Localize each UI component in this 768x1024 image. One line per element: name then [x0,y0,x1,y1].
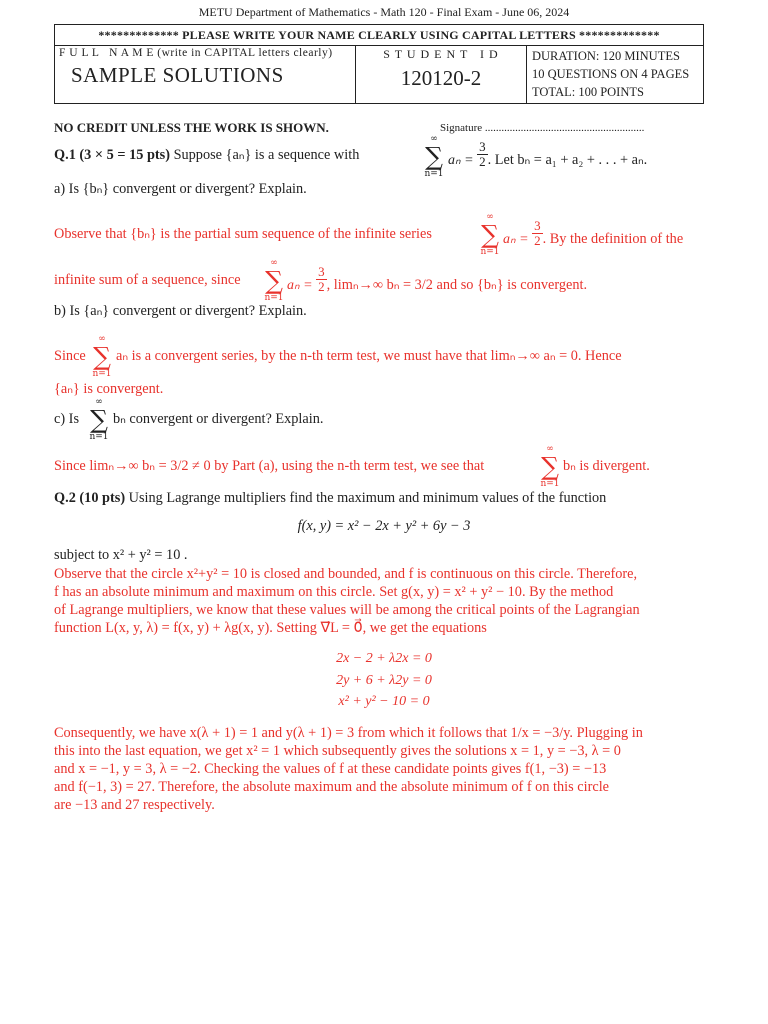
q2-points: (10 pts) [79,490,126,506]
answer-line: Observe that the circle x²+y² = 10 is closed and bounded, and f is continuous on this circle. Therefore, [54,566,638,582]
q1b-question: b) Is {aₙ} convergent or divergent? Explain. [54,303,307,319]
id-value: 120120-2 [400,66,482,90]
q1-statement [54,146,359,164]
name-value: SAMPLE SOLUTIONS [71,63,284,87]
q1-sum-symbol [422,134,446,179]
conclusion-line: Consequently, we have x(λ + 1) = 1 and y(λ + 1) = 3 from which it follows that 1/x = −3/y. Plugging in [54,725,643,741]
q1-statement-text: Suppose {aₙ} is a sequence with [173,147,360,163]
q2-conclusion-paragraph [54,724,643,814]
fraction-numerator: 3 [479,139,486,154]
q1a-answer-line1-tail [503,218,684,254]
fraction-numerator: 3 [318,264,325,279]
fraction [316,265,327,294]
conclusion-line: and f(−1, 3) = 27. Therefore, the absolute maximum and the absolute minimum of f on this circle [54,779,610,795]
q1a-answer-line2-tail [287,264,588,300]
info-box [54,24,704,104]
q1b-sum-symbol [90,334,114,379]
sum-upper-limit: ∞ [546,444,554,454]
sum-lower-limit: n=1 [264,293,284,303]
answer-line: f has an absolute minimum and maximum on this circle. Set g(x, y) = x² + y² − 10. By the method [54,584,614,600]
q1c-answer-tail: bₙ is divergent. [563,458,650,474]
sum-lower-limit: n=1 [92,369,112,379]
sigma-icon: ∑ [93,342,111,371]
q2-constraint: subject to x² + y² = 10 . [54,547,188,563]
signature-line: Signature .......................................................... [440,122,645,134]
name-cell [55,45,356,103]
sigma-icon: ∑ [265,266,283,295]
equation: x² + y² − 10 = 0 [338,694,430,709]
conclusion-line: are −13 and 27 respectively. [54,797,215,813]
q2-function: f(x, y) = x² − 2x + y² + 6y − 3 [297,518,471,534]
sigma-icon: ∑ [481,220,499,249]
sum-upper-limit: ∞ [486,212,494,222]
q1b-answer-start: Since [54,348,86,364]
sum-upper-limit: ∞ [95,397,103,407]
conclusion-line: this into the last equation, we get x² = 1 which subsequently gives the solutions x = 1, y = −3, λ = 0 [54,743,621,759]
equation: 2y + 6 + λ2y = 0 [336,672,432,688]
sum-upper-limit: ∞ [430,134,438,144]
q1a-answer-line2: infinite sum of a sequence, since [54,272,241,288]
q2-statement [54,489,606,507]
q2-answer-paragraph [54,565,640,637]
fraction-denominator: 2 [318,279,325,294]
q1-statement-tail [448,139,648,175]
sum-lower-limit: n=1 [480,247,500,257]
fraction-numerator: 3 [534,218,541,233]
answer-line: function L(x, y, λ) = f(x, y) + λg(x, y). Setting ∇⃗L = 0⃗, we get the equations [54,620,487,636]
q1-statement-end: . Let bₙ = a₁ + a₂ + . . . + aₙ. [487,151,648,168]
fraction-denominator: 2 [479,154,486,169]
q1-title: Q.1 [54,147,76,163]
sum-lower-limit: n=1 [424,169,444,179]
series-term: aₙ = [448,152,474,168]
equation: 2x − 2 + λ2x = 0 [336,651,432,666]
q1c-question-start: c) Is [54,411,80,427]
answer-text: . By the definition of the [542,230,684,247]
q2-title: Q.2 [54,490,76,506]
answer-text: , limₙ→∞ bₙ = 3/2 and so {bₙ} is convergent. [326,276,588,293]
sum-upper-limit: ∞ [270,258,278,268]
sum-lower-limit: n=1 [540,479,560,489]
exam-info-cell [527,45,703,103]
q2-equation-system [0,648,768,713]
no-credit-notice: NO CREDIT UNLESS THE WORK IS SHOWN. [54,120,329,135]
answer-line: of Lagrange multipliers, we know that these values will be among the critical points of the Lagrangian [54,602,640,618]
q1a-sum-symbol [478,212,502,257]
q1a-answer-line1: Observe that {bₙ} is the partial sum sequence of the infinite series [54,226,432,242]
series-term: aₙ = [287,277,313,293]
q1c-question: bₙ convergent or divergent? Explain. [113,411,324,427]
questions-count-text: 10 QUESTIONS ON 4 PAGES [532,67,690,81]
id-label: S T U D E N T I D [383,47,499,61]
q2-statement-text: Using Lagrange multipliers find the maximum and minimum values of the function [128,490,607,506]
duration-text: DURATION: 120 MINUTES [532,49,680,63]
fraction [477,140,488,169]
q1-points: (3 × 5 = 15 pts) [79,147,170,163]
sigma-icon: ∑ [425,142,443,171]
fraction-denominator: 2 [534,233,541,248]
conclusion-line: and x = −1, y = 3, λ = −2. Checking the values of f at these candidate points gives f(1, −3) = −13 [54,761,607,777]
q1b-answer-line2: {aₙ} is convergent. [54,381,164,397]
id-cell [356,45,527,103]
q1c-answer: Since limₙ→∞ bₙ = 3/2 ≠ 0 by Part (a), using the n-th term test, we see that [54,458,485,474]
sigma-icon: ∑ [541,452,559,481]
series-term: aₙ = [503,231,529,247]
sigma-icon: ∑ [90,405,108,434]
q1b-answer-line1: aₙ is a convergent series, by the n-th term test, we must have that limₙ→∞ aₙ = 0. Hence [116,348,622,364]
total-points-text: TOTAL: 100 POINTS [532,85,644,99]
q1a-sum-symbol-2 [262,258,286,303]
capital-letters-banner: ************* PLEASE WRITE YOUR NAME CLEARLY USING CAPITAL LETTERS ************* [55,25,703,46]
sum-upper-limit: ∞ [98,334,106,344]
sum-lower-limit: n=1 [89,432,109,442]
q1c-answer-sum-symbol [538,444,562,489]
fraction [532,219,543,248]
name-label: F U L L N A M E (write in CAPITAL letters clearly) [59,47,333,59]
q1c-sum-symbol [87,397,111,442]
exam-header: METU Department of Mathematics - Math 120 - Final Exam - June 06, 2024 [198,5,570,19]
q1a-question: a) Is {bₙ} convergent or divergent? Explain. [54,181,307,197]
